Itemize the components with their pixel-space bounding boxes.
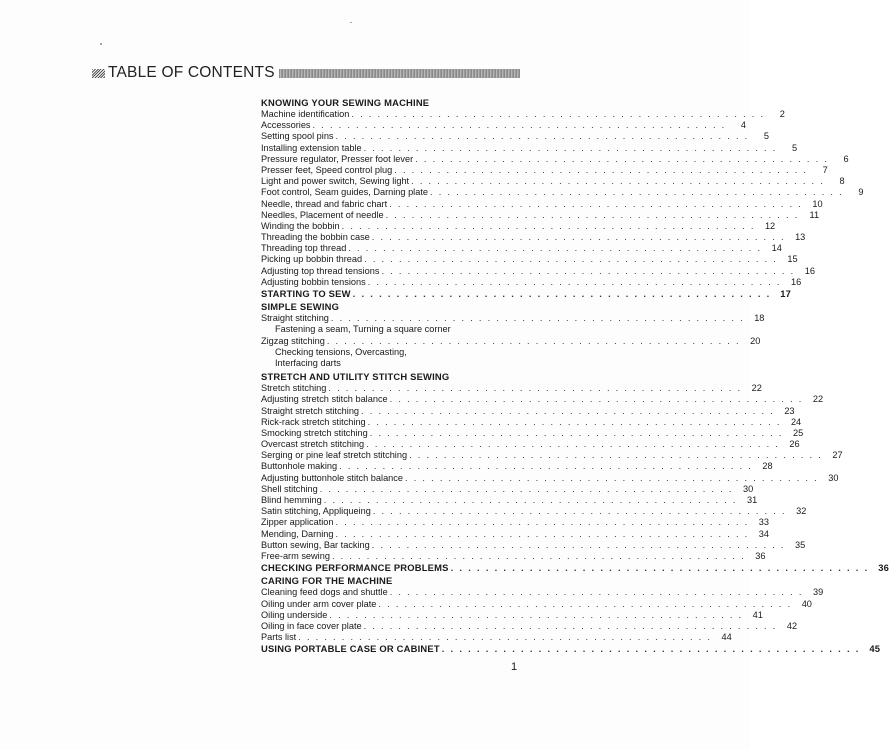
entry-page: 8	[839, 176, 845, 187]
dot-leader: . . . . . . . . . . . . . . . . . . . . . . . . . . . . . . . . . . . . . . . . . . . . . . . .	[450, 562, 870, 574]
entry-label: Setting spool pins	[261, 131, 334, 142]
toc-entry	[261, 550, 766, 562]
entry-label: Foot control, Seam guides, Darning plate	[261, 187, 428, 198]
entry-page: 41	[752, 609, 763, 620]
dot-leader: . . . . . . . . . . . . . . . . . . . . . . . . . . . . . . . . . . . . . . . . . . . . . . . .	[348, 243, 762, 254]
entry-page: 5	[792, 142, 798, 153]
toc-entry	[261, 517, 770, 528]
dot-leader: . . . . . . . . . . . . . . . . . . . . . . . . . . . . . . . . . . . . . . . . . . . . . . . .	[381, 265, 795, 276]
toc-header	[92, 64, 520, 82]
dot-leader: . . . . . . . . . . . . . . . . . . . . . . . . . . . . . . . . . . . . . . . . . . . . . . . .	[372, 506, 787, 517]
entry-label: Oiling in face cover plate	[261, 620, 362, 631]
entry-label: Installing extension table	[261, 142, 362, 153]
entry-page: 35	[795, 539, 806, 550]
entry-page: 15	[787, 254, 798, 265]
dot-leader: . . . . . . . . . . . . . . . . . . . . . . . . . . . . . . . . . . . . . . . . . . . . . . . .	[389, 587, 804, 598]
toc-entry	[261, 539, 806, 551]
entry-page: 12	[764, 220, 776, 231]
entry-subtopics: Fastening a seam, Turning a square corner	[275, 324, 451, 335]
entry-page: 25	[793, 427, 804, 438]
entry-label: Parts list	[261, 632, 297, 643]
section-heading: STRETCH AND UTILITY STITCH SEWING	[261, 371, 450, 383]
entry-label: Winding the bobbin	[261, 220, 340, 231]
toc-entry	[261, 209, 820, 221]
entry-page: 34	[758, 528, 770, 539]
entry-page: 2	[779, 109, 785, 119]
dot-leader: . . . . . . . . . . . . . . . . . . . . . . . . . . . . . . . . . . . . . . . . . . . . . . . .	[312, 120, 727, 131]
entry-page: 39	[812, 587, 824, 598]
toc-major-entry	[261, 288, 792, 299]
section-heading: CARING FOR THE MACHINE	[261, 575, 393, 587]
entry-label: Buttonhole making	[261, 461, 338, 472]
dot-leader: . . . . . . . . . . . . . . . . . . . . . . . . . . . . . . . . . . . . . . . . . . . . . . . .	[352, 288, 772, 299]
dot-leader: . . . . . . . . . . . . . . . . . . . . . . . . . . . . . . . . . . . . . . . . . . . . . . . .	[339, 461, 753, 472]
entry-page: 30	[742, 483, 754, 494]
dot-leader: . . . . . . . . . . . . . . . . . . . . . . . . . . . . . . . . . . . . . . . . . . . . . . . .	[363, 620, 778, 631]
entry-label: Presser feet, Speed control plug	[261, 164, 393, 175]
toc-entry	[261, 528, 770, 540]
entry-page: 22	[812, 394, 824, 405]
toc-entry	[261, 254, 798, 265]
entry-label: Threading top thread	[261, 243, 347, 254]
entry-page: 33	[758, 517, 770, 528]
entry-page: 40	[801, 598, 812, 609]
dot-leader: . . . . . . . . . . . . . . . . . . . . . . . . . . . . . . . . . . . . . . . . . . . . . . . .	[371, 232, 786, 243]
dot-leader: . . . . . . . . . . . . . . . . . . . . . . . . . . . . . . . . . . . . . . . . . . . . . . . .	[430, 187, 844, 198]
toc-entry	[261, 609, 763, 621]
section-heading: KNOWING YOUR SEWING MACHINE	[261, 97, 430, 108]
entry-page: 44	[721, 632, 732, 643]
dot-leader: . . . . . . . . . . . . . . . . . . . . . . . . . . . . . . . . . . . . . . . . . . . . . . . .	[369, 427, 784, 438]
toc-entry	[261, 120, 747, 131]
entry-subtopics: Interfacing darts	[275, 357, 341, 368]
toc-major-entry	[261, 562, 889, 574]
entry-label: Straight stretch stitching	[261, 405, 360, 416]
entry-label: Needle, thread and fabric chart	[261, 198, 388, 209]
toc-entry	[261, 109, 785, 120]
entry-label: Shell stitching	[261, 483, 318, 494]
toc-entry	[261, 427, 804, 439]
dot-leader: . . . . . . . . . . . . . . . . . . . . . . . . . . . . . . . . . . . . . . . . . . . . . . . .	[366, 439, 780, 450]
entry-label: Mending, Darning	[261, 528, 334, 539]
table-of-contents	[261, 95, 889, 655]
dot-leader: . . . . . . . . . . . . . . . . . . . . . . . . . . . . . . . . . . . . . . . . . . . . . . . .	[385, 209, 800, 220]
toc-entry	[261, 620, 798, 632]
toc-entry	[261, 232, 806, 243]
entry-label: Cleaning feed dogs and shuttle	[261, 587, 388, 598]
scan-speck	[100, 43, 102, 45]
entry-label: Adjusting buttonhole stitch balance	[261, 472, 403, 483]
entry-page: 28	[762, 461, 773, 472]
toc-entry	[261, 142, 798, 154]
entry-label: Blind hemming	[261, 495, 322, 505]
dot-leader: . . . . . . . . . . . . . . . . . . . . . . . . . . . . . . . . . . . . . . . . . . . . . . . .	[367, 276, 782, 287]
toc-entry	[261, 483, 754, 495]
header-rule	[279, 69, 520, 78]
entry-label: USING PORTABLE CASE OR CABINET	[261, 643, 440, 655]
dot-leader: . . . . . . . . . . . . . . . . . . . . . . . . . . . . . . . . . . . . . . . . . . . . . . . .	[367, 416, 782, 427]
toc-entry	[261, 335, 761, 347]
entry-label: Accessories	[261, 120, 311, 131]
entry-label: Threading the bobbin case	[261, 232, 370, 243]
entry-label: Free-arm sewing	[261, 550, 330, 561]
entry-page: 45	[869, 643, 881, 655]
entry-page: 18	[754, 313, 765, 324]
toc-entry	[261, 472, 839, 484]
entry-page: 26	[789, 439, 800, 450]
dot-leader: . . . . . . . . . . . . . . . . . . . . . . . . . . . . . . . . . . . . . . . . . . . . . . . .	[335, 528, 750, 539]
dot-leader: . . . . . . . . . . . . . . . . . . . . . . . . . . . . . . . . . . . . . . . . . . . . . . . .	[411, 176, 825, 187]
entry-page: 36	[878, 562, 889, 574]
entry-subtopics: Checking tensions, Overcasting,	[275, 346, 407, 357]
dot-leader: . . . . . . . . . . . . . . . . . . . . . . . . . . . . . . . . . . . . . . . . . . . . . . . .	[389, 198, 803, 209]
toc-entry	[261, 461, 773, 472]
entry-page: 16	[790, 276, 802, 287]
dot-leader: . . . . . . . . . . . . . . . . . . . . . . . . . . . . . . . . . . . . . . . . . . . . . . . .	[405, 472, 819, 483]
entry-label: Picking up bobbin thread	[261, 254, 363, 265]
entry-label: Overcast stretch stitching	[261, 439, 365, 450]
toc-entry	[261, 176, 845, 187]
entry-page: 24	[790, 416, 802, 427]
dot-leader: . . . . . . . . . . . . . . . . . . . . . . . . . . . . . . . . . . . . . . . . . . . . . . . .	[351, 109, 765, 119]
entry-page: 4	[740, 120, 747, 131]
toc-entry	[261, 276, 802, 288]
entry-label: Adjusting bobbin tensions	[261, 276, 366, 287]
toc-entry	[261, 405, 795, 417]
entry-page: 6	[843, 153, 849, 164]
entry-label: STARTING TO SEW	[261, 288, 351, 299]
dot-leader: . . . . . . . . . . . . . . . . . . . . . . . . . . . . . . . . . . . . . . . . . . . . . . . .	[364, 254, 778, 265]
entry-page: 42	[786, 620, 798, 631]
entry-page: 14	[771, 243, 782, 254]
dot-leader: . . . . . . . . . . . . . . . . . . . . . . . . . . . . . . . . . . . . . . . . . . . . . . . .	[323, 495, 738, 505]
entry-label: Needles, Placement of needle	[261, 209, 384, 220]
toc-entry	[261, 187, 864, 198]
dot-leader: . . . . . . . . . . . . . . . . . . . . . . . . . . . . . . . . . . . . . . . . . . . . . . . .	[298, 632, 712, 643]
toc-entry	[261, 439, 800, 450]
entry-page: 20	[750, 335, 761, 346]
dot-leader: . . . . . . . . . . . . . . . . . . . . . . . . . . . . . . . . . . . . . . . . . . . . . . . .	[415, 153, 829, 164]
entry-page: 5	[763, 131, 770, 142]
entry-label: Rick-rack stretch stitching	[261, 416, 366, 427]
entry-page: 23	[784, 405, 795, 416]
dot-leader: . . . . . . . . . . . . . . . . . . . . . . . . . . . . . . . . . . . . . . . . . . . . . . . .	[441, 643, 861, 655]
section-heading: SIMPLE SEWING	[261, 301, 340, 313]
toc-entry	[261, 383, 762, 394]
toc-entry	[261, 153, 849, 165]
entry-page: 22	[751, 383, 762, 394]
scan-speck	[350, 22, 352, 23]
toc-major-entry	[261, 643, 881, 655]
entry-label: Button sewing, Bar tacking	[261, 539, 370, 550]
dot-leader: . . . . . . . . . . . . . . . . . . . . . . . . . . . . . . . . . . . . . . . . . . . . . . . .	[335, 517, 750, 528]
entry-label: Machine identification	[261, 109, 350, 119]
page-number: 1	[511, 661, 518, 673]
dot-leader: . . . . . . . . . . . . . . . . . . . . . . . . . . . . . . . . . . . . . . . . . . . . . . . .	[371, 539, 786, 550]
toc-entry	[261, 394, 824, 405]
toc-entry	[261, 243, 782, 254]
dot-leader: . . . . . . . . . . . . . . . . . . . . . . . . . . . . . . . . . . . . . . . . . . . . . . . .	[394, 164, 808, 175]
page-title: TABLE OF CONTENTS	[108, 64, 275, 81]
dot-leader: . . . . . . . . . . . . . . . . . . . . . . . . . . . . . . . . . . . . . . . . . . . . . . . .	[319, 483, 734, 494]
entry-label: Adjusting stretch stitch balance	[261, 394, 388, 405]
toc-entry	[261, 220, 776, 232]
entry-label: Zigzag stitching	[261, 335, 325, 346]
entry-label: CHECKING PERFORMANCE PROBLEMS	[261, 562, 449, 574]
entry-page: 11	[809, 209, 820, 220]
toc-entry	[261, 313, 765, 324]
dot-leader: . . . . . . . . . . . . . . . . . . . . . . . . . . . . . . . . . . . . . . . . . . . . . . . .	[329, 609, 743, 620]
entry-page: 16	[804, 265, 815, 276]
entry-page: 32	[796, 506, 807, 517]
entry-label: Serging or pine leaf stretch stitching	[261, 450, 408, 461]
dot-leader: . . . . . . . . . . . . . . . . . . . . . . . . . . . . . . . . . . . . . . . . . . . . . . . .	[330, 313, 745, 324]
dot-leader: . . . . . . . . . . . . . . . . . . . . . . . . . . . . . . . . . . . . . . . . . . . . . . . .	[335, 131, 750, 142]
toc-entry	[261, 265, 815, 277]
toc-entry	[261, 598, 812, 610]
entry-label: Stretch stitching	[261, 383, 327, 394]
dot-leader: . . . . . . . . . . . . . . . . . . . . . . . . . . . . . . . . . . . . . . . . . . . . . . . .	[326, 335, 741, 346]
dot-leader: . . . . . . . . . . . . . . . . . . . . . . . . . . . . . . . . . . . . . . . . . . . . . . . .	[341, 220, 756, 231]
toc-entry	[261, 506, 807, 517]
dot-leader: . . . . . . . . . . . . . . . . . . . . . . . . . . . . . . . . . . . . . . . . . . . . . . . .	[328, 383, 742, 394]
entry-label: Light and power switch, Sewing light	[261, 176, 410, 187]
dot-leader: . . . . . . . . . . . . . . . . . . . . . . . . . . . . . . . . . . . . . . . . . . . . . . . .	[331, 550, 746, 561]
entry-label: Zipper application	[261, 517, 334, 528]
entry-label: Oiling underside	[261, 609, 328, 620]
dot-leader: . . . . . . . . . . . . . . . . . . . . . . . . . . . . . . . . . . . . . . . . . . . . . . . .	[363, 142, 778, 153]
toc-entry	[261, 587, 824, 598]
dot-leader: . . . . . . . . . . . . . . . . . . . . . . . . . . . . . . . . . . . . . . . . . . . . . . . .	[389, 394, 804, 405]
toc-entry	[261, 632, 732, 643]
entry-page: 13	[795, 232, 806, 243]
entry-page: 9	[858, 187, 864, 198]
entry-label: Adjusting top thread tensions	[261, 265, 380, 276]
entry-page: 36	[755, 550, 766, 561]
entry-label: Satin stitching, Appliqueing	[261, 506, 371, 517]
dot-leader: . . . . . . . . . . . . . . . . . . . . . . . . . . . . . . . . . . . . . . . . . . . . . . . .	[409, 450, 823, 461]
entry-page: 10	[812, 198, 823, 209]
toc-entry	[261, 131, 770, 142]
entry-label: Pressure regulator, Presser foot lever	[261, 153, 414, 164]
entry-label: Oiling under arm cover plate	[261, 598, 377, 609]
entry-page: 7	[822, 164, 828, 175]
toc-entry	[261, 164, 828, 176]
header-marker	[92, 69, 105, 78]
entry-label: Straight stitching	[261, 313, 329, 324]
entry-label: Smocking stretch stitching	[261, 427, 368, 438]
dot-leader: . . . . . . . . . . . . . . . . . . . . . . . . . . . . . . . . . . . . . . . . . . . . . . . .	[378, 598, 792, 609]
entry-page: 17	[780, 288, 792, 299]
dot-leader: . . . . . . . . . . . . . . . . . . . . . . . . . . . . . . . . . . . . . . . . . . . . . . . .	[361, 405, 775, 416]
toc-entry	[261, 416, 802, 428]
toc-entry	[261, 495, 758, 506]
toc-entry	[261, 450, 843, 461]
entry-page: 31	[747, 495, 758, 505]
entry-page: 30	[828, 472, 839, 483]
entry-page: 27	[832, 450, 843, 461]
toc-entry	[261, 198, 823, 210]
